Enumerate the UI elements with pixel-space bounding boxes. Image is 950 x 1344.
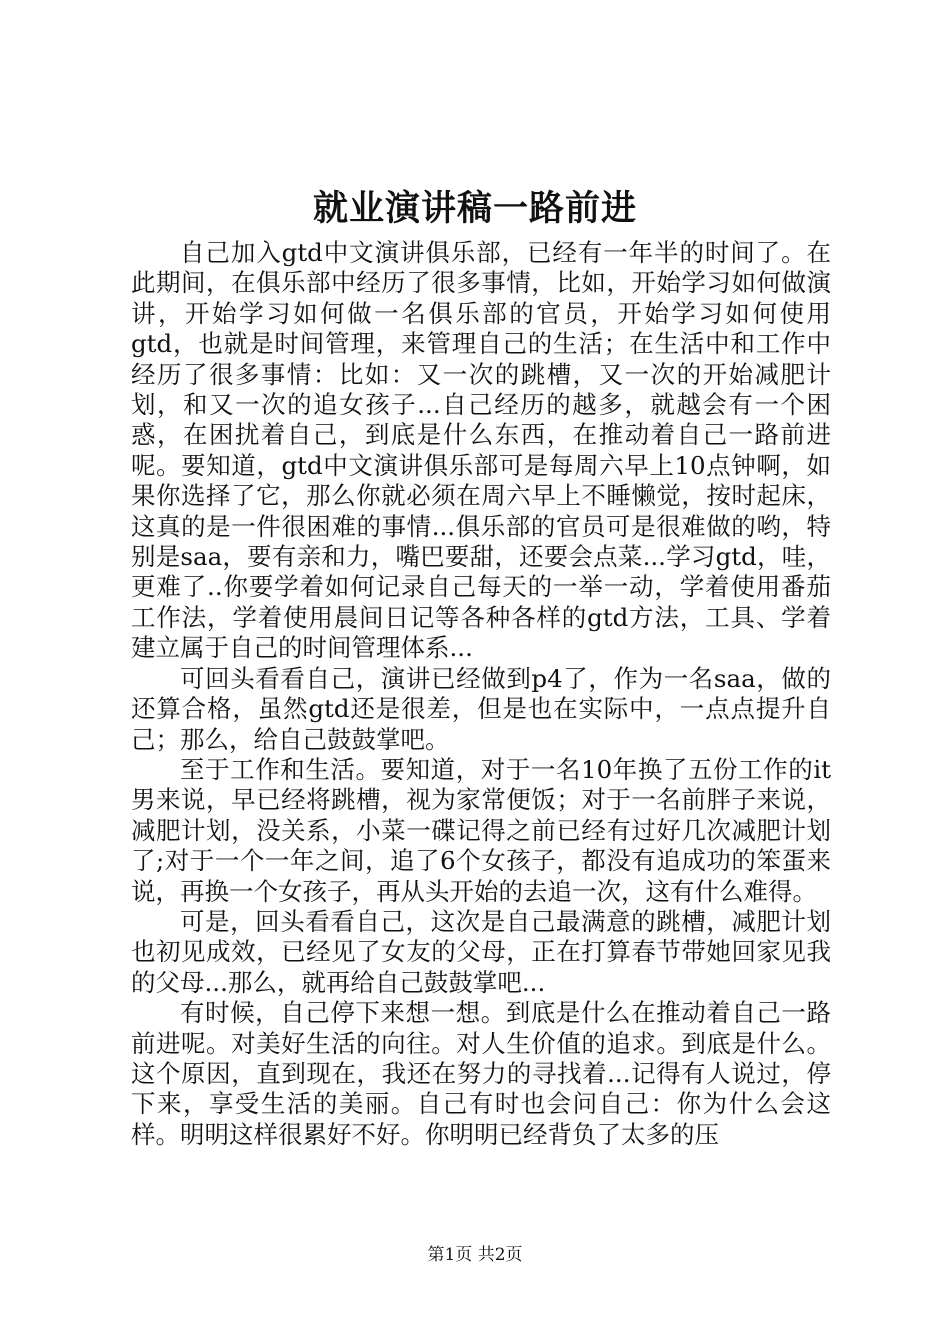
document-body bbox=[131, 238, 831, 1150]
paragraph: 可回头看看自己，演讲已经做到p4了，作为一名saa，做的还算合格，虽然gtd还是很差，但是也在实际中，一点点提升自己；那么，给自己鼓鼓掌吧。 bbox=[131, 663, 831, 754]
paragraph: 有时候，自己停下来想一想。到底是什么在推动着自己一路前进呢。对美好生活的向往。对人生价值的追求。到底是什么。这个原因，直到现在，我还在努力的寻找着...记得有人说过，停下来，享受生活的美丽。自己有时也会问自己：你为什么会这样。明明这样很累好不好。你明明已经背负了太多的压 bbox=[131, 998, 831, 1149]
document-title: 就业演讲稿一路前进 bbox=[312, 188, 637, 229]
paragraph: 自己加入gtd中文演讲俱乐部，已经有一年半的时间了。在此期间，在俱乐部中经历了很多事情，比如，开始学习如何做演讲，开始学习如何做一名俱乐部的官员，开始学习如何使用gtd，也就是时间管理，来管理自己的生活；在生活中和工作中经历了很多事情：比如：又一次的跳槽，又一次的开始减肥计划，和又一次的追女孩子...自己经历的越多，就越会有一个困惑，在困扰着自己，到底是什么东西，在推动着自己一路前进呢。要知道，gtd中文演讲俱乐部可是每周六早上10点钟啊，如果你选择了它，那么你就必须在周六早上不睡懒觉，按时起床，这真的是一件很困难的事情...俱乐部的官员可是很难做的哟，特别是saa，要有亲和力，嘴巴要甜，还要会点菜...学习gtd，哇，更难了..你要学着如何记录自己每天的一举一动，学着使用番茄工作法，学着使用晨间日记等各种各样的gtd方法，工具、学着建立属于自己的时间管理体系... bbox=[131, 238, 831, 663]
paragraph: 可是，回头看看自己，这次是自己最满意的跳槽，减肥计划也初见成效，已经见了女友的父母，正在打算春节带她回家见我的父母...那么，就再给自己鼓鼓掌吧... bbox=[131, 906, 831, 997]
page-footer: 第1页 共2页 bbox=[427, 1245, 523, 1265]
paragraph: 至于工作和生活。要知道，对于一名10年换了五份工作的it男来说，早已经将跳槽，视为家常便饭；对于一名前胖子来说，减肥计划，没关系，小菜一碟记得之前已经有过好几次减肥计划了;对于一个一年之间，追了6个女孩子，都没有追成功的笨蛋来说，再换一个女孩子，再从头开始的去追一次，这有什么难得。 bbox=[131, 754, 831, 906]
